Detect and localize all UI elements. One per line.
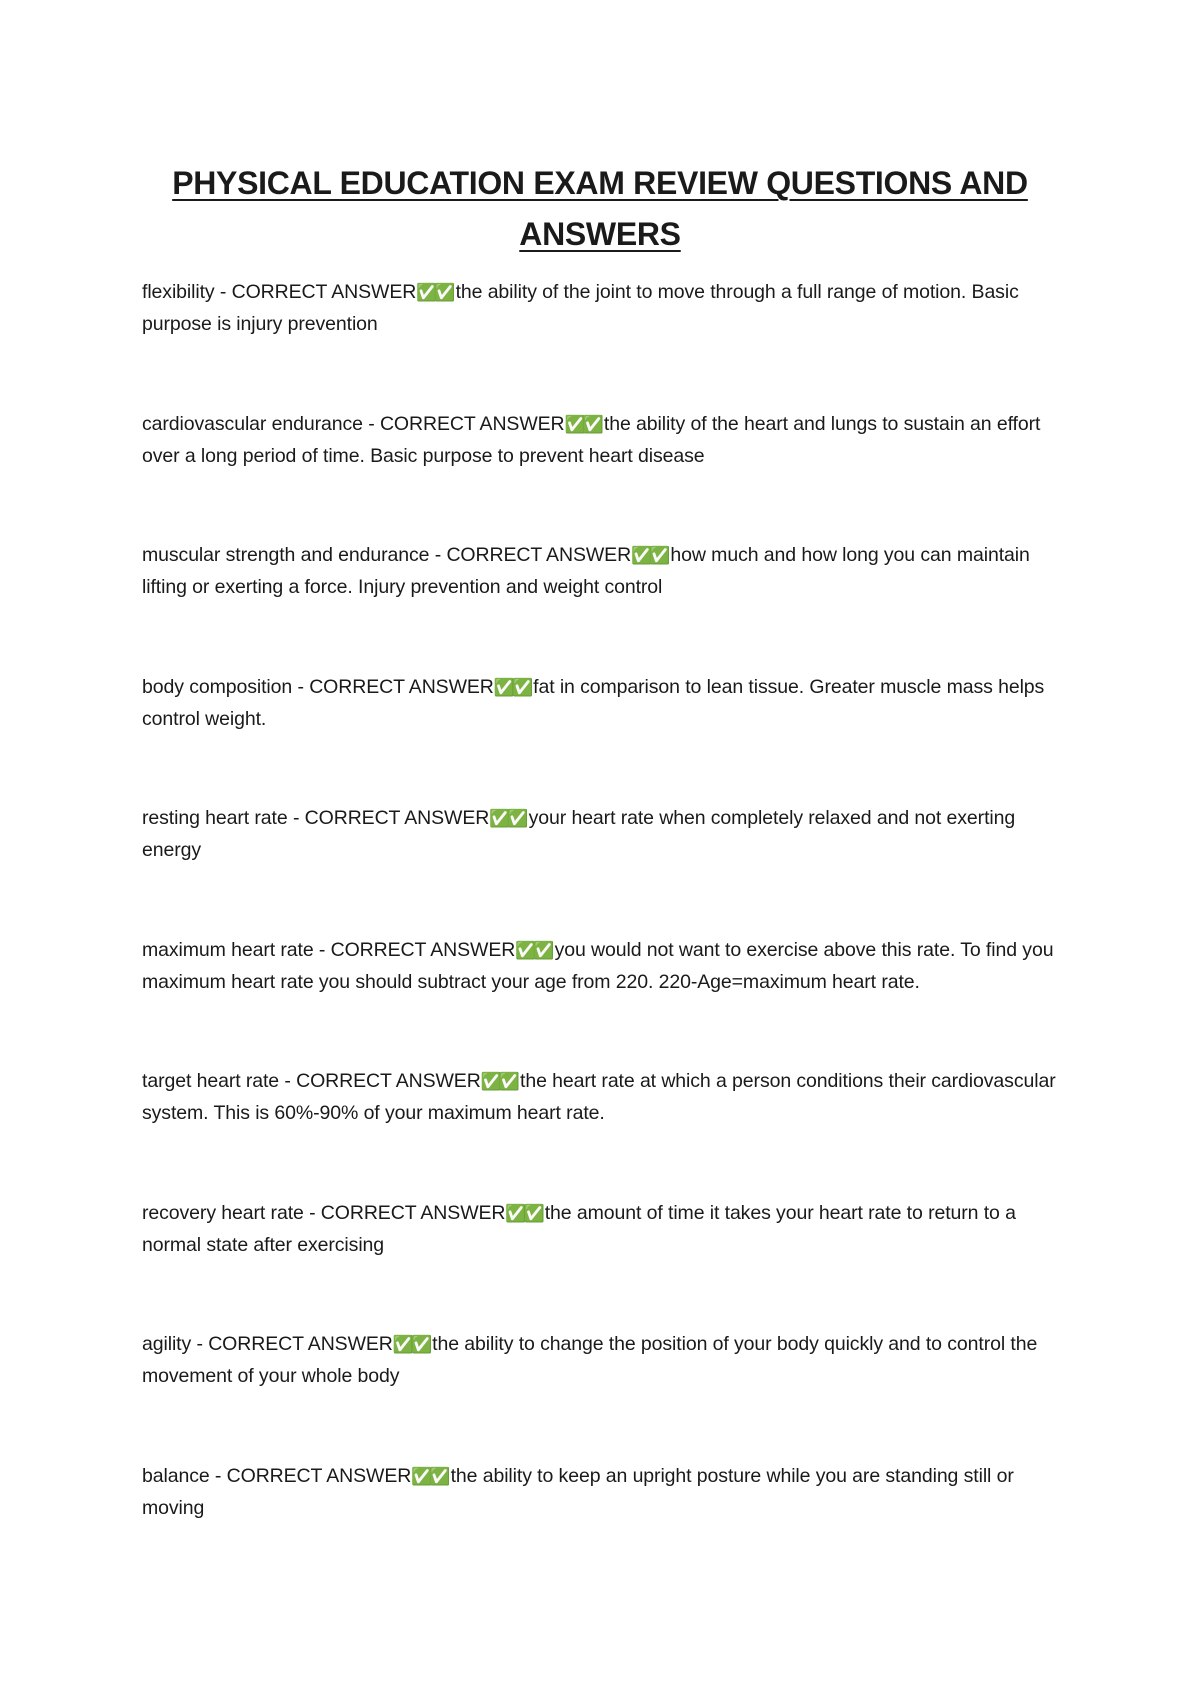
qa-term: balance bbox=[142, 1464, 210, 1487]
qa-answer-label: CORRECT ANSWER bbox=[446, 544, 632, 566]
qa-item bbox=[142, 1461, 1072, 1593]
qa-term: muscular strength and endurance bbox=[142, 544, 430, 566]
qa-answer-label: CORRECT ANSWER bbox=[379, 412, 565, 435]
double-check-icon: ✅✅ bbox=[480, 1072, 518, 1092]
qa-item bbox=[142, 672, 1072, 804]
qa-term: cardiovascular endurance bbox=[142, 412, 363, 435]
qa-answer-label: CORRECT ANSWER bbox=[208, 1333, 393, 1355]
qa-definition: your heart rate when completely relaxed and not exerting energy bbox=[142, 807, 1016, 861]
qa-definition: the ability to change the position of your body quickly and to control the movement of your whole body bbox=[142, 1333, 1038, 1387]
qa-separator: - bbox=[214, 281, 232, 303]
qa-item bbox=[142, 935, 1072, 1067]
page-title bbox=[150, 158, 1050, 260]
qa-definition: you would not want to exercise above this rate. To find you maximum heart rate you should subtract your age from 220. 220-Age=maximum heart rate. bbox=[142, 938, 1054, 993]
qa-answer-label: CORRECT ANSWER bbox=[296, 1070, 481, 1092]
qa-item bbox=[142, 1329, 1072, 1461]
qa-separator: - bbox=[287, 807, 305, 829]
qa-separator: - bbox=[303, 1201, 321, 1224]
qa-term: recovery heart rate bbox=[142, 1201, 304, 1224]
double-check-icon: ✅✅ bbox=[493, 677, 531, 698]
qa-definition: the amount of time it takes your heart rate to return to a normal state after exercising bbox=[142, 1201, 1016, 1256]
qa-answer-label: CORRECT ANSWER bbox=[304, 807, 490, 829]
qa-separator: - bbox=[362, 412, 380, 435]
double-check-icon: ✅✅ bbox=[411, 1466, 448, 1487]
qa-definition: the ability to keep an upright posture while you are standing still or moving bbox=[142, 1464, 1014, 1519]
double-check-icon: ✅✅ bbox=[489, 809, 526, 829]
qa-item bbox=[142, 540, 1072, 672]
qa-answer-label: CORRECT ANSWER bbox=[320, 1201, 506, 1224]
qa-definition: the ability of the heart and lungs to sustain an effort over a long period of time. Basic purpose to prevent heart disease bbox=[142, 412, 1041, 467]
qa-term: maximum heart rate bbox=[142, 938, 314, 961]
double-check-icon: ✅✅ bbox=[564, 414, 601, 435]
page-title-line-1: PHYSICAL EDUCATION EXAM REVIEW QUESTIONS AND bbox=[172, 165, 1028, 201]
double-check-icon: ✅✅ bbox=[515, 940, 552, 961]
qa-separator: - bbox=[313, 938, 331, 961]
double-check-icon: ✅✅ bbox=[416, 283, 453, 303]
qa-definition: the ability of the joint to move through a full range of motion. Basic purpose is injury prevention bbox=[142, 281, 1019, 335]
qa-list bbox=[142, 277, 1072, 1592]
qa-answer-label: CORRECT ANSWER bbox=[231, 281, 417, 303]
double-check-icon: ✅✅ bbox=[392, 1335, 430, 1355]
qa-item bbox=[142, 1066, 1072, 1198]
page-title-line-2: ANSWERS bbox=[519, 216, 681, 252]
qa-answer-label: CORRECT ANSWER bbox=[309, 675, 494, 698]
qa-separator: - bbox=[279, 1070, 297, 1092]
qa-term: resting heart rate bbox=[142, 807, 288, 829]
qa-definition: the heart rate at which a person conditions their cardiovascular system. This is 60%-90% of your maximum heart rate. bbox=[142, 1070, 1056, 1124]
qa-separator: - bbox=[209, 1464, 227, 1487]
qa-answer-label: CORRECT ANSWER bbox=[226, 1464, 412, 1487]
qa-term: flexibility bbox=[142, 281, 215, 303]
qa-item bbox=[142, 803, 1072, 935]
qa-separator: - bbox=[191, 1333, 209, 1355]
qa-item bbox=[142, 1198, 1072, 1330]
double-check-icon: ✅✅ bbox=[505, 1203, 542, 1224]
qa-separator: - bbox=[429, 544, 447, 566]
qa-item bbox=[142, 277, 1072, 409]
qa-item bbox=[142, 409, 1072, 541]
qa-definition: how much and how long you can maintain lifting or exerting a force. Injury prevention and weight control bbox=[142, 544, 1030, 598]
qa-term: agility bbox=[142, 1333, 192, 1355]
qa-term: target heart rate bbox=[142, 1070, 280, 1092]
qa-answer-label: CORRECT ANSWER bbox=[330, 938, 516, 961]
qa-term: body composition bbox=[142, 675, 293, 698]
double-check-icon: ✅✅ bbox=[631, 546, 668, 566]
qa-separator: - bbox=[292, 675, 310, 698]
qa-definition: fat in comparison to lean tissue. Greater muscle mass helps control weight. bbox=[142, 675, 1045, 730]
